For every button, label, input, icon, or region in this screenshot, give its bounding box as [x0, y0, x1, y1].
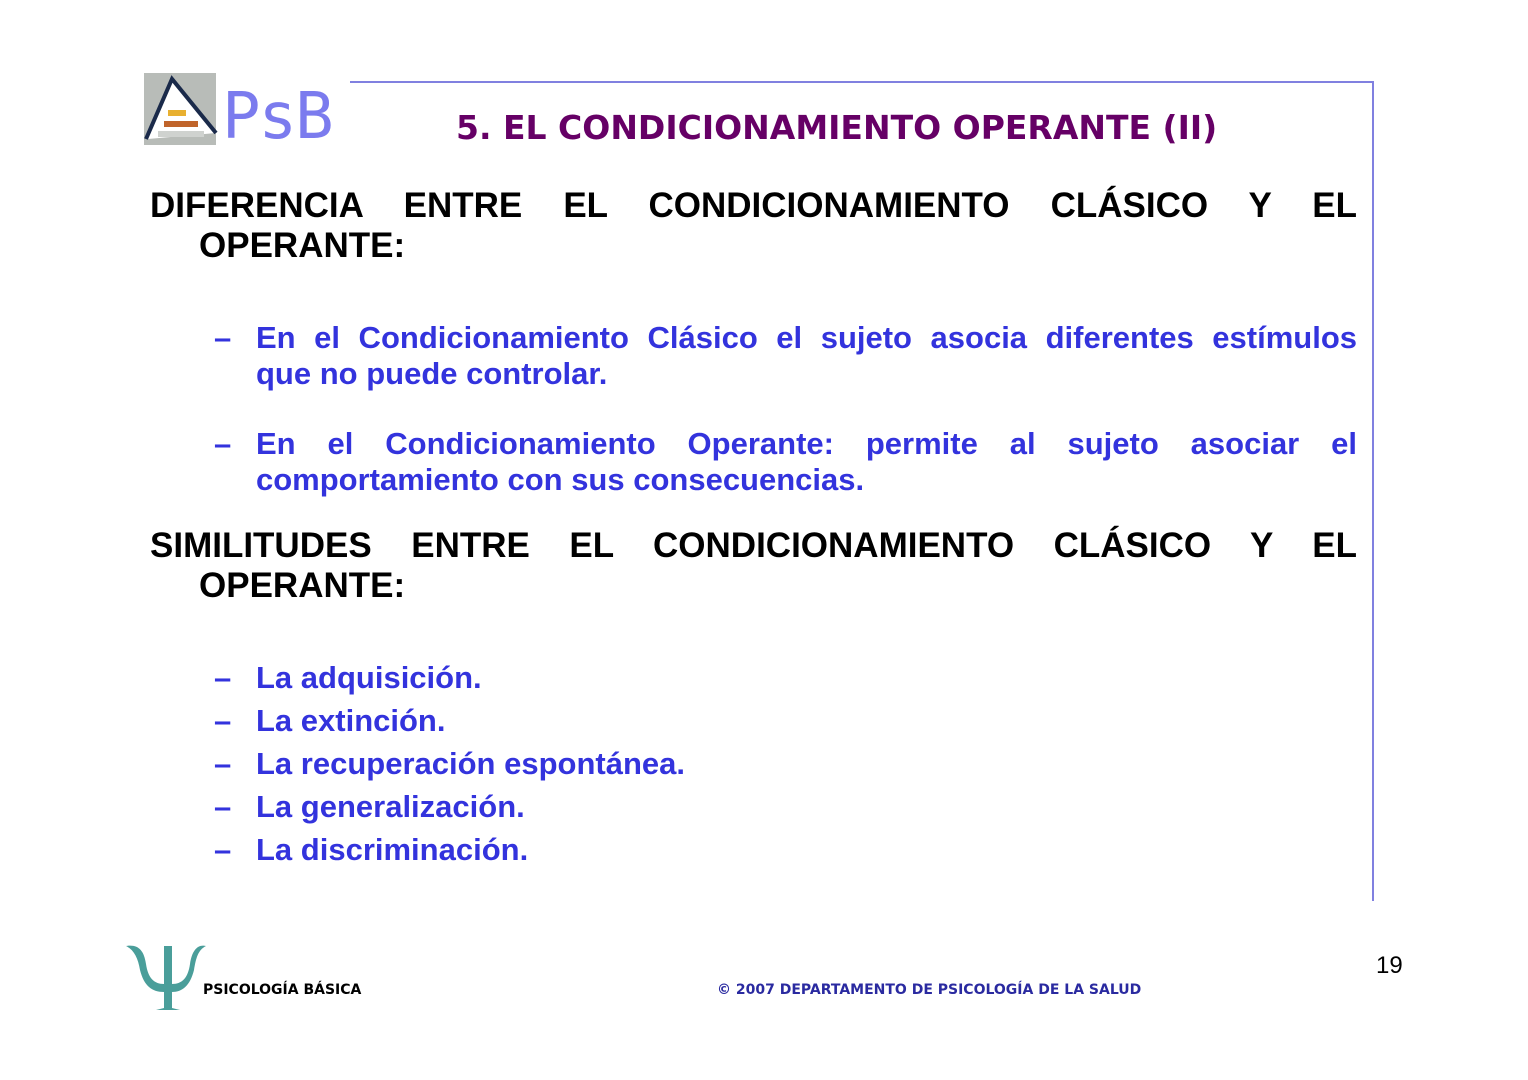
- dash-bullet: –: [214, 320, 232, 355]
- section-heading-differences: [150, 186, 1357, 266]
- footer-copyright: © 2007 DEPARTAMENTO DE PSICOLOGÍA DE LA SALUD: [717, 982, 1142, 998]
- section-heading-similarities: [150, 526, 1357, 606]
- bullet-text: En el Condicionamiento Operante: permite al sujeto asociar el: [256, 426, 1357, 461]
- list-item: [214, 703, 1357, 739]
- dash-bullet: –: [214, 789, 232, 824]
- bullet-text: que no puede controlar.: [256, 356, 608, 391]
- dash-bullet: –: [214, 832, 232, 867]
- heading-line: DIFERENCIA ENTRE EL CONDICIONAMIENTO CLÁSICO Y EL: [150, 186, 1357, 225]
- heading-line: SIMILITUDES ENTRE EL CONDICIONAMIENTO CLÁSICO Y EL: [150, 526, 1357, 565]
- dash-bullet: –: [214, 660, 232, 695]
- bullet-text: En el Condicionamiento Clásico el sujeto asocia diferentes estímulos: [256, 320, 1357, 355]
- footer-course: PSICOLOGÍA BÁSICA: [203, 982, 362, 998]
- heading-line: OPERANTE:: [199, 226, 406, 265]
- bullet-text: La recuperación espontánea.: [256, 746, 685, 781]
- bullet-text: La extinción.: [256, 703, 446, 738]
- list-item: [214, 832, 1357, 868]
- right-rule: [1372, 81, 1374, 901]
- bullet-text: La discriminación.: [256, 832, 529, 867]
- page-number: 19: [1376, 952, 1403, 979]
- bullet-text: comportamiento con sus consecuencias.: [256, 462, 865, 497]
- logo-text: PsB: [222, 80, 332, 154]
- list-item: [214, 426, 1357, 498]
- bullet-text: La adquisición.: [256, 660, 482, 695]
- list-item: [214, 789, 1357, 825]
- university-logo-icon: [144, 73, 218, 147]
- heading-line: OPERANTE:: [199, 566, 406, 605]
- header-rule: [350, 81, 1374, 83]
- psi-icon: [124, 940, 208, 1014]
- dash-bullet: –: [214, 703, 232, 738]
- dash-bullet: –: [214, 426, 232, 461]
- slide-title: 5. EL CONDICIONAMIENTO OPERANTE (II): [456, 108, 1218, 147]
- list-item: [214, 660, 1357, 696]
- dash-bullet: –: [214, 746, 232, 781]
- list-item: [214, 320, 1357, 392]
- bullet-text: La generalización.: [256, 789, 525, 824]
- list-item: [214, 746, 1357, 782]
